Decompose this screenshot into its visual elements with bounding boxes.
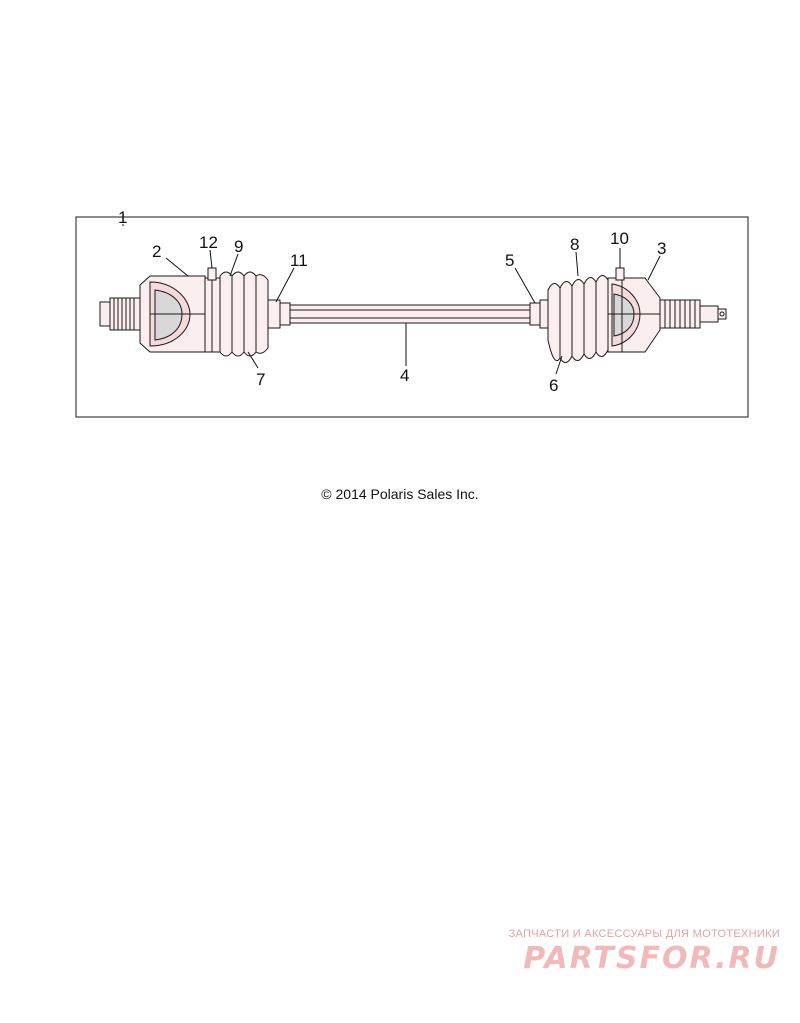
watermark-brand: PARTSFOR.RU: [523, 941, 780, 976]
right-boot-part-6[interactable]: [548, 275, 608, 362]
callout-4: 4: [400, 366, 410, 385]
watermark-tagline: ЗАПЧАСТИ И АКСЕССУАРЫ ДЛЯ МОТОТЕХНИКИ: [508, 928, 780, 940]
callout-10: 10: [610, 229, 629, 248]
callout-5: 5: [505, 251, 515, 270]
callout-3: 3: [657, 239, 667, 258]
callout-9: 9: [234, 237, 244, 256]
callout-1: 1: [118, 208, 128, 227]
cv-joint-housing-part-2[interactable]: [140, 276, 220, 352]
clamp-part-10[interactable]: [616, 268, 624, 280]
shaft-part-4[interactable]: [290, 305, 530, 323]
cv-joint-housing-part-3[interactable]: [608, 278, 660, 352]
clamp-part-12[interactable]: [208, 268, 216, 280]
callout-11: 11: [290, 251, 308, 270]
callout-8: 8: [570, 235, 580, 254]
left-boot-part-7[interactable]: [220, 272, 268, 356]
callout-7: 7: [256, 370, 266, 389]
copyright-notice: © 2014 Polaris Sales Inc.: [321, 486, 479, 502]
callout-12: 12: [199, 233, 218, 252]
small-clamp-part-11[interactable]: [268, 300, 290, 328]
small-clamp-part-5[interactable]: [530, 300, 548, 328]
left-splined-stub[interactable]: [100, 298, 140, 330]
callout-6: 6: [549, 376, 559, 395]
right-splined-stub[interactable]: [660, 300, 726, 328]
watermark: [480, 928, 780, 978]
callout-2: 2: [152, 242, 162, 261]
